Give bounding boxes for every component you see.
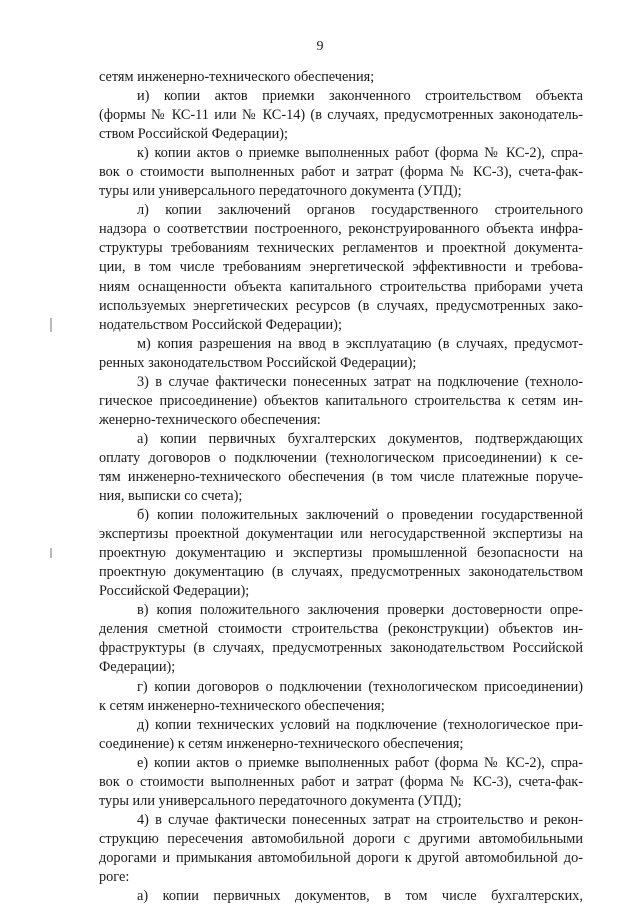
text-line: в) копия положительного заключения проверки достоверности опре- — [137, 602, 583, 619]
text-line: ренных законодательством Российской Федерации); — [99, 354, 417, 371]
body-text — [99, 68, 583, 906]
text-line: а) копии первичных документов, в том числе бухгалтерских, — [137, 888, 583, 905]
text-line: г) копии договоров о подключении (технологическом присоединении) — [137, 678, 583, 695]
text-line: женерно-технического обеспечения: — [99, 411, 321, 428]
text-line: а) копии первичных бухгалтерских документов, подтверждающих — [137, 430, 583, 447]
text-line: д) копии технических условий на подключение (технологическое при- — [137, 716, 583, 733]
text-line: струкцию пересечения автомобильной дороги с другими автомобильными — [99, 830, 583, 847]
text-line: (формы № КС-11 или № КС-14) (в случаях, предусмотренных законодатель- — [99, 107, 583, 124]
text-line: вок о стоимости выполненных работ и затрат (форма № КС-3), счета-фак- — [99, 773, 583, 790]
text-line: ством Российской Федерации); — [99, 126, 289, 143]
text-line: используемых энергетических ресурсов (в случаях, предусмотренных зако- — [99, 297, 583, 314]
text-line: вок о стоимости выполненных работ и затрат (форма № КС-3), счета-фак- — [99, 164, 583, 181]
page-number: 9 — [316, 39, 324, 54]
text-line: соединение) к сетям инженерно-технического обеспечения; — [99, 735, 464, 752]
text-line: ния, выписки со счета); — [99, 488, 243, 505]
margin-scan-mark — [50, 548, 52, 558]
text-line: и) копии актов приемки законченного строительством объекта — [137, 88, 583, 105]
text-line: экспертизы проектной документации или негосударственной экспертизы на — [99, 526, 583, 543]
text-line: гическое присоединение) объектов капитального строительства к сетям ин- — [99, 392, 583, 409]
text-line: к) копии актов о приемке выполненных работ (форма № КС-2), спра- — [137, 145, 583, 162]
text-line: структуры требованиям технических регламентов и проектной документа- — [99, 240, 583, 257]
text-line: ции, в том числе требованиям энергетической эффективности и требова- — [99, 259, 583, 276]
margin-scan-mark — [50, 318, 52, 332]
text-line: нодательством Российской Федерации); — [99, 316, 342, 333]
text-line: проектную документацию и экспертизы промышленной безопасности на — [99, 545, 583, 562]
text-line: оплату договоров о подключении (технологическом присоединении) к се- — [99, 449, 583, 466]
text-line: е) копии актов о приемке выполненных работ (форма № КС-2), спра- — [137, 754, 583, 771]
text-line: 3) в случае фактически понесенных затрат на подключение (техноло- — [137, 373, 583, 390]
text-line: тям инженерно-технического обеспечения (в том числе платежные поруче- — [99, 468, 583, 485]
text-line: к сетям инженерно-технического обеспечения; — [99, 697, 385, 714]
text-line: ниям оснащенности объекта капитального строительства приборами учета — [99, 278, 583, 295]
text-line: проектную документацию (в случаях, предусмотренных законодательством — [99, 564, 583, 581]
text-line: сетям инженерно-технического обеспечения; — [99, 69, 375, 85]
text-line: Российской Федерации); — [99, 583, 250, 600]
text-line: надзора о соответствии построенного, реконструированного объекта инфра- — [99, 221, 583, 238]
text-line: Федерации); — [99, 659, 176, 676]
text-line: б) копии положительных заключений о проведении государственной — [137, 507, 583, 524]
text-line: 4) в случае фактически понесенных затрат на строительство и рекон- — [137, 811, 583, 828]
text-line: дорогами и примыкания автомобильной дороги к другой автомобильной до- — [99, 849, 583, 866]
text-line: л) копии заключений органов государственного строительного — [137, 202, 583, 219]
text-line: роге: — [99, 868, 130, 885]
text-line: м) копия разрешения на ввод в эксплуатацию (в случаях, предусмот- — [137, 335, 583, 352]
text-line: туры или универсального передаточного документа (УПД); — [99, 183, 462, 200]
text-line: деления сметной стоимости строительства (реконструкции) объектов ин- — [99, 621, 583, 638]
text-line: фраструктуры (в случаях, предусмотренных законодательством Российской — [99, 640, 583, 657]
text-line: туры или универсального передаточного документа (УПД); — [99, 792, 462, 809]
